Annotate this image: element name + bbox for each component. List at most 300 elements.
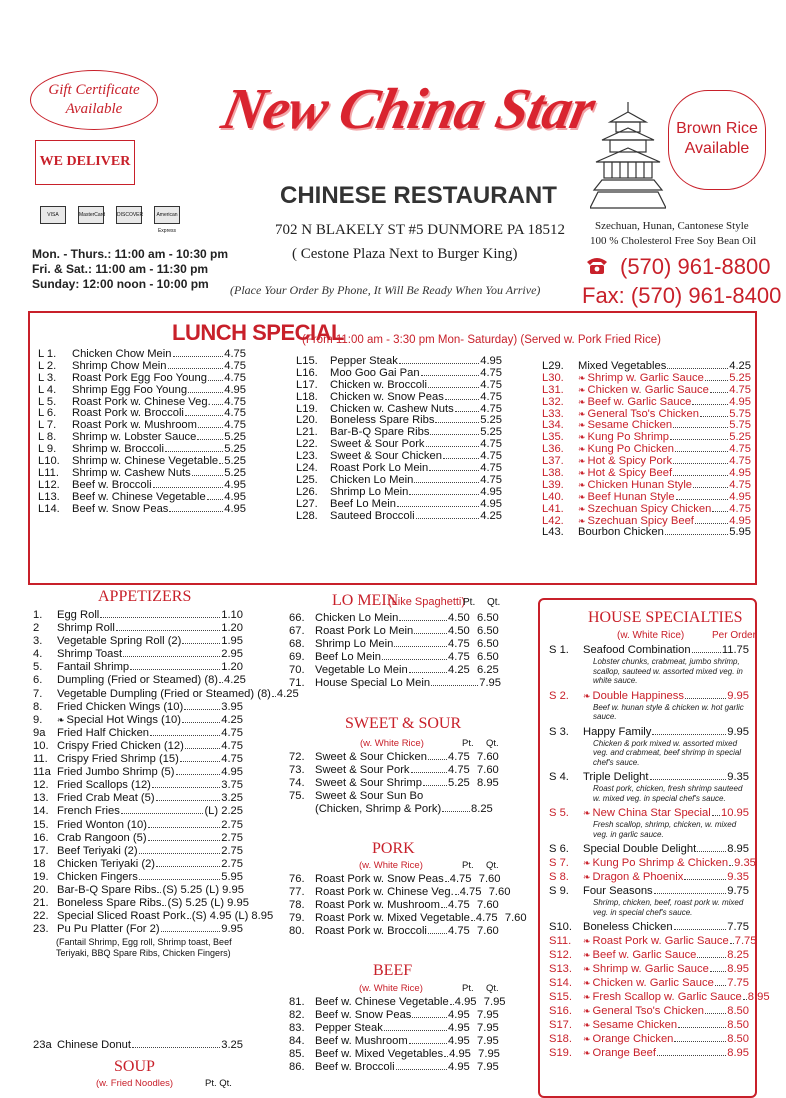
hot-pepper-icon: ❧ [583,858,591,868]
house-item[interactable] [549,920,749,934]
menu-item[interactable] [33,766,243,779]
leader-dots [188,392,223,393]
house-item[interactable] [549,962,749,976]
menu-item[interactable] [289,764,501,777]
menu-item[interactable] [38,373,246,385]
house-item[interactable] [549,976,749,990]
item-price: 3.25 [221,792,243,805]
item-number: 83. [289,1022,305,1035]
item-name: Beef Lo Mein [330,497,396,510]
item-name: Roast Pork w. Snow Peas [315,873,444,885]
item-price: 4.95 [480,485,502,498]
lomein-title: LO MEIN [332,592,399,609]
leader-dots [705,1013,726,1014]
menu-item[interactable] [289,751,501,764]
item-price: (S) 5.25 (L) 9.95 [167,897,249,910]
item-name: Beef Hunan Style [587,490,675,503]
item-name: Roast Pork Lo Mein [315,625,414,638]
pork-col-pt: Pt. [462,860,474,871]
item-price-quart: 7.95 [477,1009,499,1022]
leader-dots [428,933,447,934]
item-price-quart: 7.95 [483,996,506,1008]
hot-pepper-icon: ❧ [583,1020,591,1030]
leader-dots [430,434,479,435]
menu-item[interactable] [542,480,751,492]
leader-dots [207,499,223,500]
menu-item[interactable] [289,912,527,925]
leader-dots [139,853,221,854]
leader-dots [382,659,447,660]
house-item[interactable] [549,770,749,803]
leader-dots [156,866,220,867]
leader-dots [173,356,224,357]
menu-item[interactable] [296,368,502,380]
house-item[interactable] [549,689,749,722]
menu-item[interactable] [542,527,751,539]
item-price: 8.95 [727,1047,749,1059]
item-name: Chicken Lo Mein [330,473,414,486]
item-number: 82. [289,1009,305,1022]
item-description: Fresh scallop, shrimp, chicken, w. mixed veg. in garlic sauce. [593,820,737,839]
item-price: 4.75 [480,473,502,486]
item-number: S 8. [549,871,569,883]
menu-item[interactable] [38,385,246,397]
item-number: S19. [549,1047,573,1059]
item-number: 72. [289,751,305,763]
item-number: L30. [542,371,564,384]
menu-item[interactable] [33,871,243,884]
item-number: L37. [542,455,564,468]
item-number: 11. [33,753,48,766]
telephone-icon [585,254,609,276]
menu-item[interactable] [33,897,249,910]
house-item[interactable] [549,856,756,870]
item-name: Beef w. Mushroom [315,1035,408,1048]
lomein-col-qt: Qt. [487,597,501,608]
house-item[interactable] [549,842,749,856]
item-price: 9.95 [727,689,749,702]
item-name: Chicken w. Snow Peas [330,390,444,403]
item-name: Chinese Donut [57,1039,132,1051]
menu-item[interactable] [289,1048,501,1061]
item-price: (S) 4.95 (L) 8.95 [191,910,274,923]
item-price: 5.75 [729,407,751,420]
item-name: Crispy Fried Chicken (12) [57,739,184,752]
item-name: Triple Delight [583,771,649,783]
item-name: French Fries [57,805,120,818]
item-number: S 5. [549,807,569,819]
amex-card-icon: American Express [154,206,180,224]
menu-item[interactable] [33,687,299,701]
item-price-pint: 4.75 [448,764,470,777]
item-number: 20. [33,883,49,896]
item-price: 3.75 [221,779,243,792]
menu-item[interactable] [33,832,243,845]
item-name: Crispy Fried Shrimp (15) [57,753,179,766]
hot-pepper-icon: ❧ [578,444,586,455]
leader-dots [712,511,728,512]
item-number: L24. [296,462,318,475]
item-name: Hot & Spicy Pork [587,455,673,468]
item-name: Pepper Steak [315,1022,383,1035]
menu-item[interactable] [542,373,751,385]
item-price: 4.95 [224,490,246,503]
leader-dots [700,416,728,417]
item-price: 4.25 [221,713,243,726]
item-name: Chicken w. Garlic Sauce [587,383,709,396]
item-name: Chicken w. Garlic Sauce [592,977,714,989]
item-number: L31. [542,383,564,396]
item-name: Dumpling (Fried or Steamed) (8) [57,674,219,687]
item-name: Chicken Lo Mein [315,612,399,624]
item-number: L16. [296,366,318,379]
item-number: L13. [38,490,60,503]
house-item[interactable] [549,643,749,686]
item-name: Bar-B-Q Spare Ribs [57,883,157,896]
item-name: Roast Pork w. Mushroom [72,419,197,432]
item-name: Fried Chicken Wings (10) [57,700,184,713]
menu-item[interactable] [33,714,243,727]
item-number: L 1. [38,348,57,360]
item-price: 2.75 [221,818,243,831]
item-number: L14. [38,502,60,515]
menu-item[interactable] [289,651,501,664]
lomein-subtitle: (Like Spaghetti) [388,596,466,608]
item-number: 1. [33,609,43,621]
item-number: 77. [289,886,305,899]
item-price: 9.95 [221,923,243,936]
menu-item[interactable] [296,511,502,523]
leader-dots [684,879,726,880]
item-number: S16. [549,1005,573,1017]
pork-title: PORK [372,840,415,857]
item-number: 19. [33,870,49,883]
menu-item[interactable] [289,612,501,625]
item-number: L19. [296,402,318,415]
menu-item[interactable] [289,664,501,677]
item-price: 5.95 [221,870,243,883]
item-description: Lobster chunks, crabmeat, jumbo shrimp, scallop, sauteed w. assorted mixed veg. in white sauce. [593,657,743,685]
item-number: 12. [33,779,49,792]
menu-item[interactable] [289,1061,501,1074]
leader-dots [180,761,220,762]
item-number: L 9. [38,443,57,456]
item-description: Chicken & pork mixed w. assorted mixed veg. and crabmeat, beef shrimp in special chef's sauce. [593,738,742,767]
item-name: Shrimp w. Broccoli [72,443,165,456]
item-name: Egg Roll [57,609,100,621]
menu-item[interactable] [542,504,751,516]
item-name: Seafood Combination [583,644,691,656]
leader-dots [396,1069,447,1070]
item-number: S14. [549,977,573,989]
leader-dots [212,404,224,405]
item-price-pint: 4.75 [448,651,470,664]
menu-item[interactable] [33,923,243,936]
menu-item[interactable] [33,701,243,714]
menu-item[interactable] [296,392,502,404]
leader-dots [444,1056,448,1057]
item-price: 4.95 [480,355,502,367]
item-number: 74. [289,777,305,790]
item-number: 78. [289,899,305,912]
item-number: 69. [289,651,305,664]
hot-pepper-icon: ❧ [578,468,586,479]
menu-item[interactable] [542,385,751,397]
menu-item[interactable] [289,925,501,938]
item-name: Sweet & Sour Sun Bo [315,790,424,803]
item-name: Shrimp Egg Foo Young [72,383,188,396]
item-number: L39. [542,478,564,491]
item-name: Pepper Steak [330,355,398,367]
item-number: S 1. [549,644,569,656]
phone-number[interactable]: (570) 961-8800 [620,254,771,279]
menu-item[interactable] [38,468,246,480]
menu-item[interactable] [296,499,502,511]
leader-dots [435,422,479,423]
menu-item[interactable] [289,1009,501,1022]
leader-dots [409,672,447,673]
house-item[interactable] [549,934,757,948]
item-name: Happy Family [583,725,652,738]
item-name: Vegetable Dumpling (Fried or Steamed) (8) [57,687,271,700]
item-name: Chicken Teriyaki (2) [57,857,156,870]
leader-dots [198,427,223,428]
hours-weekend: Fri. & Sat.: 11:00 am - 11:30 pm [32,262,209,276]
item-number: L15. [296,355,318,367]
item-number: 68. [289,638,305,651]
item-description: Roast pork, chicken, fresh shrimp sauteed w. mixed veg. in special chef's sauce. [593,784,743,803]
menu-item[interactable] [33,635,243,648]
menu-item[interactable] [33,609,243,622]
item-number: 13. [33,792,49,805]
menu-item[interactable] [33,858,243,871]
house-item[interactable] [549,806,749,839]
leader-dots [116,630,220,631]
leader-dots [153,487,224,488]
menu-item[interactable] [289,638,501,651]
item-name: Roast Pork w. Broccoli [72,407,184,420]
leader-dots [695,523,728,524]
leader-dots [670,439,728,440]
house-item[interactable] [549,884,749,917]
item-price-pint: 4.75 [448,925,470,938]
leader-dots [184,709,220,710]
menu-item[interactable] [289,996,506,1009]
item-number: L 6. [38,407,57,420]
house-item[interactable] [549,990,770,1004]
menu-item[interactable] [38,480,246,492]
item-price-quart: 6.50 [477,612,499,624]
sweet-sour-col-qt: Qt. [486,738,499,749]
item-name: Roast Pork w. Chinese Veg. [315,886,454,899]
menu-item[interactable] [33,819,243,832]
item-name: Chicken w. Cashew Nuts [330,402,454,415]
item-number: 8. [33,700,43,713]
menu-item[interactable] [289,677,501,690]
item-number: S 9. [549,885,569,897]
house-item[interactable] [549,1004,749,1018]
item-name: Chicken Chow Mein [72,348,172,360]
leader-dots [455,894,459,895]
menu-item[interactable] [33,845,243,858]
item-name: Roast Pork Lo Mein [330,462,429,475]
leader-dots [697,851,726,852]
hot-pepper-icon: ❧ [583,808,591,818]
menu-item[interactable] [38,504,246,516]
item-price-pint: 4.75 [449,873,472,885]
item-name: Special Hot Wings (10) [66,713,181,726]
item-price: 4.75 [480,450,502,463]
house-item[interactable] [549,870,749,884]
menu-item[interactable] [289,1022,501,1035]
menu-item[interactable] [33,648,243,661]
item-number: L41. [542,502,564,515]
leader-dots [705,380,728,381]
menu-item[interactable] [296,487,502,499]
menu-item[interactable] [33,805,243,818]
menu-item[interactable] [33,792,243,805]
menu-item[interactable] [38,492,246,504]
leader-dots [139,879,220,880]
menu-item[interactable] [289,790,501,803]
house-item[interactable] [549,1046,749,1060]
menu-item[interactable] [542,397,751,409]
item-price-quart: 7.60 [477,899,499,912]
item-price: 1.20 [221,622,243,635]
leader-dots [675,451,728,452]
item-price: 4.75 [729,383,751,396]
item-name: Kung Po Chicken [587,443,674,456]
hot-pepper-icon: ❧ [583,872,591,882]
menu-item[interactable] [289,899,501,912]
house-item[interactable] [549,1018,749,1032]
item-number: 80. [289,925,305,938]
beef-subtitle: (w. White Rice) [359,983,423,994]
item-price: 5.25 [729,371,751,384]
menu-item[interactable] [289,777,501,790]
leader-dots [730,943,734,944]
hot-pepper-icon: ❧ [583,964,591,974]
menu-item[interactable] [296,380,502,392]
menu-item[interactable] [542,492,751,504]
item-price-pint: 4.95 [448,1035,470,1048]
address-note: ( Cestone Plaza Next to Burger King) [292,246,518,262]
item-price-pint: 4.50 [448,625,470,638]
item-name: Beef w. Chinese Vegetable [315,996,449,1008]
item-name: Chicken Fingers [57,870,138,883]
leader-dots [152,787,220,788]
menu-item[interactable] [296,475,502,487]
item-price: 2.75 [221,844,243,857]
item-price-pint: 4.95 [448,1022,470,1035]
item-price: 4.75 [480,438,502,451]
menu-item[interactable] [289,625,501,638]
item-price: (L) 2.25 [204,805,243,818]
menu-item[interactable] [33,622,243,635]
leader-dots [428,387,479,388]
menu-item[interactable] [33,779,243,792]
leader-dots [416,518,480,519]
leader-dots [409,1043,447,1044]
item-price: 10.95 [721,807,749,819]
item-number: 6. [33,674,43,687]
menu-item[interactable] [289,873,501,886]
menu-item[interactable] [289,1035,501,1048]
menu-item[interactable] [33,753,243,766]
item-price: 3.95 [221,700,243,713]
item-number: 7. [33,687,43,700]
house-item[interactable] [549,948,749,962]
item-number: 9a [33,726,46,739]
item-price-quart: 7.60 [504,912,527,925]
leader-dots [412,1017,447,1018]
item-name: Moo Goo Gai Pan [330,366,420,379]
item-number: 23. [33,923,49,936]
item-name: Shrimp Toast [57,648,123,661]
house-item[interactable] [549,1032,749,1046]
leader-dots [169,511,223,512]
leader-dots [157,892,161,893]
item-price: 1.95 [221,635,243,648]
leader-dots [673,427,728,428]
item-price: 4.75 [224,348,246,360]
menu-item[interactable] [33,674,246,687]
item-price: 4.75 [480,390,502,403]
item-price: 4.75 [729,502,751,515]
item-name: Chicken Hunan Style [587,478,693,491]
leader-dots [657,1055,726,1056]
menu-item[interactable] [33,727,243,740]
menu-item[interactable] [33,910,274,923]
item-price-pint: 4.75 [448,899,470,912]
item-number: S 4. [549,771,569,783]
hot-pepper-icon: ❧ [583,936,591,946]
item-price: 7.75 [734,935,757,947]
leader-dots [182,722,220,723]
item-number: L 4. [38,383,57,396]
donut-row [33,1039,243,1052]
menu-item[interactable] [33,1039,243,1052]
item-price: 4.95 [729,490,751,503]
item-description: Shrimp, chicken, beef, roast pork w. mixed veg. in special chef's sauce. [593,898,744,917]
item-number: L28. [296,509,318,522]
item-price: 4.75 [224,395,246,408]
mastercard-icon: MasterCard [78,206,104,224]
house-item[interactable] [549,725,749,768]
menu-item[interactable] [33,740,243,753]
item-price: 11.75 [721,644,749,656]
menu-item[interactable] [289,886,511,899]
leader-dots [674,929,727,930]
item-price: 8.50 [727,1005,749,1017]
leader-dots [429,470,479,471]
menu-item[interactable] [33,661,243,674]
leader-dots [678,1027,726,1028]
item-number: S 3. [549,725,569,738]
hot-pepper-icon: ❧ [583,950,591,960]
item-number: L 3. [38,371,57,384]
hours-sunday: Sunday: 12:00 noon - 10:00 pm [32,277,209,291]
item-name: Fried Wonton (10) [57,818,147,831]
item-price-pint: 4.25 [448,664,470,677]
item-name: Beef w. Broccoli [72,478,152,491]
item-name: Chicken w. Broccoli [330,378,427,391]
item-number: 70. [289,664,305,677]
item-number: 21. [33,897,49,910]
menu-item[interactable] [38,361,246,373]
gift-certificate-badge: Gift Certificate Available [30,70,158,130]
menu-item[interactable] [33,884,243,897]
